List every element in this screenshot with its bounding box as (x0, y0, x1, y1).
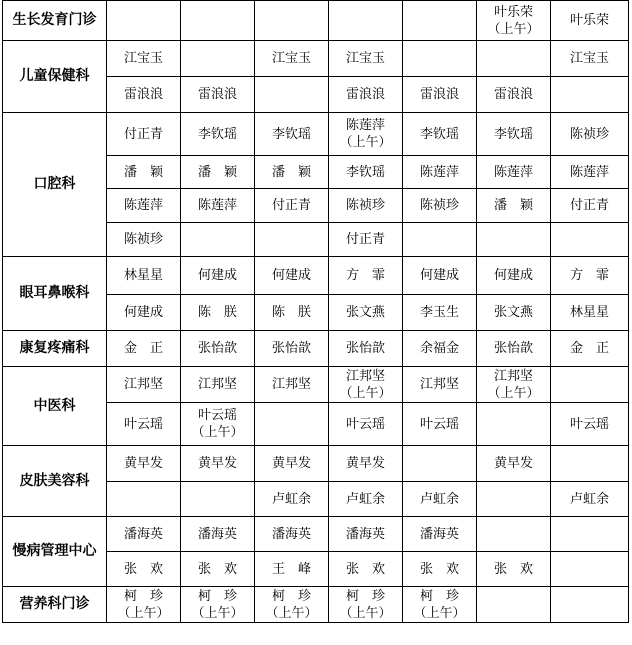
doctor-cell: 付正青 (329, 223, 403, 257)
doctor-cell: 江邦坚 (107, 367, 181, 403)
doctor-cell: 张 欢 (181, 552, 255, 587)
clinic-schedule-table (2, 0, 629, 623)
table-row (3, 41, 629, 77)
doctor-cell (403, 223, 477, 257)
doctor-cell: 林星星 (107, 257, 181, 295)
doctor-cell: 张怡歆 (477, 331, 551, 367)
table-row (3, 367, 629, 403)
doctor-cell (181, 1, 255, 41)
table-row (3, 517, 629, 552)
doctor-cell: 叶云瑶 (329, 403, 403, 446)
department-name: 营养科门诊 (3, 587, 107, 623)
doctor-cell: 叶云瑶 (551, 403, 629, 446)
doctor-cell: 潘海英 (181, 517, 255, 552)
doctor-cell: 黄早发 (329, 446, 403, 482)
doctor-cell: 李钦瑶 (255, 113, 329, 156)
doctor-cell: 付正青 (107, 113, 181, 156)
doctor-cell: 雷浪浪 (403, 77, 477, 113)
doctor-cell: 付正青 (255, 189, 329, 223)
doctor-cell: 王 峰 (255, 552, 329, 587)
department-name: 儿童保健科 (3, 41, 107, 113)
doctor-cell: 陈祯珍 (403, 189, 477, 223)
department-name: 康复疼痛科 (3, 331, 107, 367)
doctor-cell: 雷浪浪 (181, 77, 255, 113)
doctor-cell: 柯 珍 （上午） (403, 587, 477, 623)
doctor-cell: 张文燕 (329, 295, 403, 331)
doctor-cell: 李钦瑶 (477, 113, 551, 156)
doctor-cell: 余福金 (403, 331, 477, 367)
doctor-cell: 方 霏 (329, 257, 403, 295)
doctor-cell (329, 1, 403, 41)
doctor-cell (181, 482, 255, 517)
doctor-cell: 雷浪浪 (329, 77, 403, 113)
table-row (3, 113, 629, 156)
table-row (3, 446, 629, 482)
doctor-cell: 张怡歆 (329, 331, 403, 367)
doctor-cell: 陈莲萍 (551, 156, 629, 189)
doctor-cell: 柯 珍 （上午） (107, 587, 181, 623)
doctor-cell: 陈祯珍 (551, 113, 629, 156)
doctor-cell: 潘海英 (403, 517, 477, 552)
doctor-cell: 柯 珍 （上午） (181, 587, 255, 623)
doctor-cell: 江邦坚 (255, 367, 329, 403)
doctor-cell: 张怡歆 (255, 331, 329, 367)
doctor-cell: 李钦瑶 (181, 113, 255, 156)
doctor-cell: 卢虹余 (329, 482, 403, 517)
doctor-cell: 黄早发 (477, 446, 551, 482)
doctor-cell: 江邦坚 （上午） (329, 367, 403, 403)
department-name: 慢病管理中心 (3, 517, 107, 587)
doctor-cell: 潘 颖 (477, 189, 551, 223)
doctor-cell (551, 552, 629, 587)
doctor-cell (551, 77, 629, 113)
doctor-cell: 江宝玉 (107, 41, 181, 77)
doctor-cell: 潘海英 (329, 517, 403, 552)
doctor-cell: 潘 颖 (107, 156, 181, 189)
doctor-cell: 陈莲萍 (107, 189, 181, 223)
doctor-cell (403, 41, 477, 77)
doctor-cell: 何建成 (403, 257, 477, 295)
doctor-cell: 潘海英 (107, 517, 181, 552)
doctor-cell: 李玉生 (403, 295, 477, 331)
doctor-cell: 陈莲萍 (477, 156, 551, 189)
doctor-cell: 柯 珍 （上午） (329, 587, 403, 623)
department-name: 中医科 (3, 367, 107, 446)
doctor-cell (477, 587, 551, 623)
doctor-cell (181, 223, 255, 257)
doctor-cell (403, 446, 477, 482)
doctor-cell: 何建成 (181, 257, 255, 295)
doctor-cell: 雷浪浪 (477, 77, 551, 113)
doctor-cell: 陈莲萍 （上午） (329, 113, 403, 156)
table-row (3, 257, 629, 295)
doctor-cell: 何建成 (255, 257, 329, 295)
doctor-cell: 陈 朕 (181, 295, 255, 331)
doctor-cell (181, 41, 255, 77)
doctor-cell (551, 223, 629, 257)
doctor-cell: 江宝玉 (329, 41, 403, 77)
doctor-cell (477, 482, 551, 517)
doctor-cell (107, 482, 181, 517)
doctor-cell: 陈祯珍 (107, 223, 181, 257)
doctor-cell (551, 367, 629, 403)
doctor-cell: 黄早发 (181, 446, 255, 482)
doctor-cell: 江邦坚 （上午） (477, 367, 551, 403)
doctor-cell (477, 517, 551, 552)
doctor-cell: 卢虹余 (403, 482, 477, 517)
doctor-cell: 林星星 (551, 295, 629, 331)
doctor-cell: 江宝玉 (255, 41, 329, 77)
doctor-cell: 潘 颖 (255, 156, 329, 189)
doctor-cell: 黄早发 (107, 446, 181, 482)
doctor-cell: 雷浪浪 (107, 77, 181, 113)
doctor-cell: 李钦瑶 (329, 156, 403, 189)
doctor-cell: 张怡歆 (181, 331, 255, 367)
doctor-cell: 叶云瑶 (403, 403, 477, 446)
doctor-cell: 陈祯珍 (329, 189, 403, 223)
doctor-cell: 何建成 (107, 295, 181, 331)
department-name: 皮肤美容科 (3, 446, 107, 517)
doctor-cell: 金 正 (551, 331, 629, 367)
doctor-cell: 付正青 (551, 189, 629, 223)
doctor-cell (255, 77, 329, 113)
doctor-cell (477, 223, 551, 257)
doctor-cell: 李钦瑶 (403, 113, 477, 156)
doctor-cell: 叶乐荣 （上午） (477, 1, 551, 41)
doctor-cell: 张文燕 (477, 295, 551, 331)
doctor-cell (255, 403, 329, 446)
doctor-cell: 张 欢 (107, 552, 181, 587)
doctor-cell: 叶云瑶 （上午） (181, 403, 255, 446)
doctor-cell (477, 41, 551, 77)
doctor-cell: 黄早发 (255, 446, 329, 482)
doctor-cell (551, 517, 629, 552)
department-name: 口腔科 (3, 113, 107, 257)
doctor-cell: 张 欢 (477, 552, 551, 587)
doctor-cell: 叶云瑶 (107, 403, 181, 446)
doctor-cell: 陈莲萍 (181, 189, 255, 223)
doctor-cell: 卢虹余 (551, 482, 629, 517)
doctor-cell (551, 446, 629, 482)
doctor-cell: 柯 珍 （上午） (255, 587, 329, 623)
doctor-cell: 张 欢 (329, 552, 403, 587)
doctor-cell: 方 霏 (551, 257, 629, 295)
doctor-cell: 江宝玉 (551, 41, 629, 77)
doctor-cell: 江邦坚 (403, 367, 477, 403)
doctor-cell: 张 欢 (403, 552, 477, 587)
doctor-cell (255, 223, 329, 257)
doctor-cell: 何建成 (477, 257, 551, 295)
doctor-cell: 陈莲萍 (403, 156, 477, 189)
table-row (3, 587, 629, 623)
doctor-cell (551, 587, 629, 623)
doctor-cell (255, 1, 329, 41)
doctor-cell (477, 403, 551, 446)
doctor-cell: 叶乐荣 (551, 1, 629, 41)
table-row (3, 1, 629, 41)
doctor-cell: 卢虹余 (255, 482, 329, 517)
table-row (3, 331, 629, 367)
doctor-cell: 陈 朕 (255, 295, 329, 331)
department-name: 眼耳鼻喉科 (3, 257, 107, 331)
doctor-cell (403, 1, 477, 41)
doctor-cell: 金 正 (107, 331, 181, 367)
department-name: 生长发育门诊 (3, 1, 107, 41)
doctor-cell: 潘海英 (255, 517, 329, 552)
doctor-cell (107, 1, 181, 41)
doctor-cell: 江邦坚 (181, 367, 255, 403)
schedule-wrapper (2, 0, 629, 623)
doctor-cell: 潘 颖 (181, 156, 255, 189)
